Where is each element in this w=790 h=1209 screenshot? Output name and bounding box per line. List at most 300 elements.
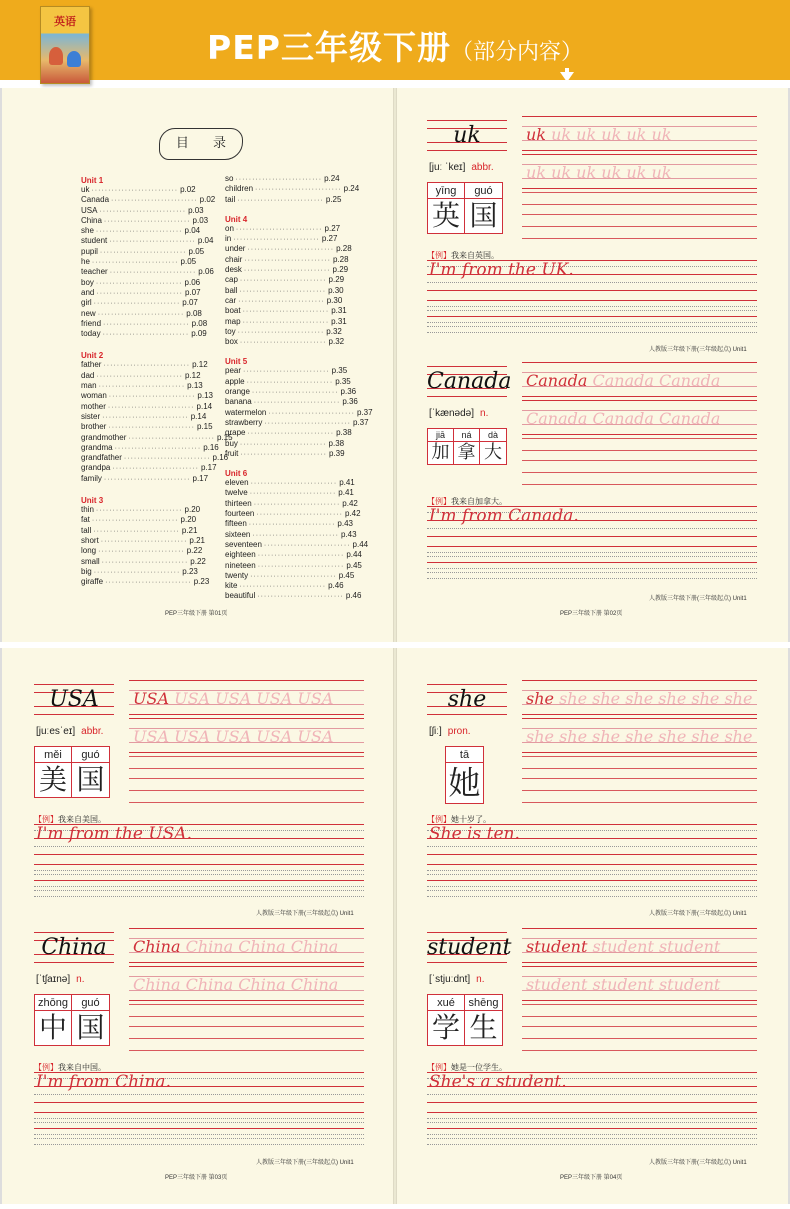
toc-entry[interactable] (225, 560, 362, 571)
trace-word: uk (571, 125, 597, 144)
guide-line (427, 854, 757, 855)
toc-entry-word: family (81, 473, 102, 483)
model-word: student (526, 937, 588, 956)
toc-entry[interactable] (81, 422, 213, 432)
toc-leader-dots: ·························· (239, 339, 327, 347)
word-writing-box (34, 932, 114, 962)
guide-line (129, 1050, 364, 1051)
toc-leader-dots: ·························· (238, 297, 325, 305)
toc-entry[interactable] (225, 366, 348, 376)
guide-line (427, 316, 757, 317)
page-header-unit: 人教版三年级下册(三年级起点) Unit1 (256, 911, 354, 917)
toc-entry[interactable] (81, 453, 229, 463)
guide-line (129, 802, 364, 803)
trace-word: USA (292, 689, 334, 708)
toc-entry[interactable] (81, 267, 214, 277)
toc-entry-word: man (81, 381, 97, 391)
spread-bottom (0, 648, 790, 1204)
toc-leader-dots: ·························· (99, 248, 187, 256)
banner-main-title: PEP三年级下册 (207, 28, 451, 67)
toc-entry[interactable] (225, 539, 369, 550)
toc-leader-dots: ·························· (103, 362, 191, 370)
guide-line (522, 214, 757, 215)
toc-entry[interactable] (225, 194, 342, 205)
toc-entry[interactable] (81, 277, 201, 288)
word-page-04 (397, 648, 788, 1204)
guide-line (522, 150, 757, 151)
guide-line (129, 714, 364, 715)
phonetic (429, 974, 484, 985)
toc-entry[interactable] (225, 184, 360, 194)
toc-entry-word: grandfather (81, 453, 122, 463)
example-sentence: I'm from the UK. (429, 260, 574, 280)
toc-entry-page: p.24 (343, 184, 360, 194)
toc-entry-page: p.42 (342, 498, 358, 508)
model-word: she (526, 689, 554, 708)
toc-entry-word: small (81, 556, 100, 566)
trace-word: USA (210, 727, 252, 746)
guide-line-dotted (427, 846, 757, 847)
toc-entry-page: p.37 (356, 407, 373, 417)
guide-line-dotted (427, 326, 757, 327)
toc-entry-page: p.14 (196, 401, 213, 411)
trace-word: China (285, 937, 339, 956)
hanzi: 学 (431, 1011, 460, 1044)
phonetic-text: [ˈtʃaɪnə] (36, 974, 71, 985)
example-chinese: 她十岁了。 (451, 815, 491, 824)
guide-line-dotted (34, 890, 364, 891)
word-writing-box (34, 684, 114, 714)
toc-entry-page: p.31 (331, 306, 347, 316)
toc-entry-word: woman (81, 391, 107, 401)
toc-entry[interactable] (225, 174, 340, 184)
word-writing-box (427, 684, 507, 714)
guide-line (427, 864, 757, 865)
guide-line (129, 928, 364, 929)
toc-entry-word: car (225, 295, 237, 305)
toc-entry-page: p.41 (339, 478, 355, 488)
pinyin: zhōng (35, 995, 71, 1011)
trace-word: she (553, 727, 588, 746)
toc-leader-dots: ·························· (93, 300, 181, 308)
guide-line (34, 962, 114, 963)
phonetic-text: [ˈstjuːdnt] (429, 974, 471, 985)
toc-leader-dots: ·························· (240, 450, 327, 458)
toc-entry-page: p.41 (338, 488, 354, 498)
pinyin: měi (35, 747, 71, 763)
pinyin: guó (72, 747, 109, 763)
toc-entry-word: under (225, 244, 246, 254)
chinese-meaning-box (34, 994, 110, 1046)
toc-entry-word: children (225, 184, 254, 194)
hanzi-cell (428, 183, 465, 233)
toc-entry-page: p.17 (200, 463, 217, 473)
example-tag: 【例】 (34, 815, 58, 824)
example-sentence: She's a student. (429, 1072, 567, 1092)
trace-word: she (526, 727, 554, 746)
trace-word: she (719, 689, 753, 708)
toc-entry[interactable] (81, 473, 209, 484)
guide-line-dotted (427, 890, 757, 891)
toc-entry-word: sixteen (225, 529, 251, 539)
toc-entry[interactable] (225, 285, 344, 296)
toc-entry[interactable] (81, 370, 201, 381)
phonetic-text: [ˈkænədə] (429, 408, 475, 419)
example-sentence: She is ten. (429, 824, 520, 844)
guide-line (522, 238, 757, 239)
toc-entry-page: p.42 (344, 509, 361, 519)
toc-entry-word: beautiful (225, 591, 256, 601)
toc-entry[interactable] (81, 432, 233, 443)
toc-leader-dots: ·························· (237, 328, 325, 336)
tracing-text (133, 727, 364, 746)
toc-entry-word: he (81, 257, 90, 267)
toc-entry[interactable] (81, 318, 208, 329)
toc-entry[interactable] (225, 337, 345, 347)
guide-line (34, 864, 364, 865)
toc-entry[interactable] (81, 505, 201, 515)
guide-line (129, 718, 364, 719)
guide-line (427, 714, 507, 715)
guide-line-dotted (34, 896, 364, 897)
toc-entry-page: p.23 (193, 577, 210, 587)
toc-entry[interactable] (81, 546, 203, 556)
hanzi-cell (428, 429, 454, 464)
toc-entry-word: pear (225, 366, 242, 376)
toc-leader-dots: ·························· (128, 434, 215, 442)
guide-line-dotted (34, 846, 364, 847)
toc-entry-page: p.20 (180, 515, 197, 525)
toc-leader-dots: ·························· (100, 537, 188, 545)
toc-leader-dots: ·························· (108, 424, 195, 432)
toc-entry[interactable] (81, 185, 196, 195)
toc-entry[interactable] (81, 257, 197, 267)
toc-entry[interactable] (225, 448, 345, 459)
hanzi: 中 (38, 1011, 67, 1044)
guide-line (522, 680, 757, 681)
toc-leader-dots: ·························· (91, 187, 179, 194)
guide-line (427, 300, 757, 301)
hanzi: 国 (76, 763, 105, 796)
trace-word: uk (546, 125, 572, 144)
toc-entry-page: p.05 (188, 246, 205, 256)
toc-entry-word: chair (225, 254, 243, 264)
toc-entry-word: China (81, 215, 102, 225)
phonetic (36, 974, 84, 985)
toc-entry[interactable] (225, 478, 355, 488)
toc-leader-dots: ·························· (253, 399, 341, 407)
guide-line-dotted (34, 1144, 364, 1145)
toc-entry[interactable] (225, 417, 369, 428)
toc-entry-page: p.35 (335, 376, 351, 386)
tracing-text (526, 409, 757, 428)
guide-line (427, 1102, 757, 1103)
toc-entry-word: strawberry (225, 417, 263, 427)
guide-line (129, 790, 364, 791)
toc-entry[interactable] (225, 428, 352, 438)
trace-word: China (180, 937, 234, 956)
toc-entry-word: nineteen (225, 560, 256, 570)
toc-entry-word: boy (81, 277, 94, 287)
toc-entry[interactable] (81, 515, 197, 525)
toc-entry[interactable] (225, 223, 341, 234)
toc-leader-dots: ·························· (98, 383, 186, 391)
toc-entry[interactable] (225, 570, 355, 581)
guide-line (522, 966, 757, 967)
toc-entry-page: p.07 (182, 298, 198, 308)
toc-entry[interactable] (225, 295, 343, 306)
practice-row (522, 964, 757, 1002)
toc-entry[interactable] (81, 566, 198, 577)
hanzi-cell (35, 995, 72, 1045)
page-header-unit: 人教版三年级下册(三年级起点) Unit1 (649, 347, 747, 353)
toc-entry-page: p.08 (191, 318, 208, 328)
toc-entry[interactable] (81, 205, 204, 216)
toc-leader-dots: ·························· (103, 475, 191, 483)
practice-row (522, 678, 757, 716)
example-chinese: 我来自加拿大。 (451, 497, 507, 506)
toc-entry[interactable] (81, 236, 214, 246)
toc-entry-word: grandma (81, 442, 113, 452)
guide-line (129, 1016, 364, 1017)
example-tag: 【例】 (427, 815, 451, 824)
toc-entry[interactable] (81, 525, 198, 536)
guide-line-dotted (427, 896, 757, 897)
guide-line (522, 192, 757, 193)
toc-entry[interactable] (225, 316, 347, 327)
toc-entry[interactable] (225, 234, 338, 244)
toc-entry-word: in (225, 234, 232, 244)
toc-leader-dots: ·························· (93, 568, 181, 576)
toc-leader-dots: ·························· (95, 507, 183, 515)
toc-leader-dots: ·························· (102, 331, 190, 339)
toc-entry-word: giraffe (81, 577, 104, 587)
toc-leader-dots: ·························· (239, 287, 327, 295)
toc-entry-page: p.12 (192, 360, 208, 370)
toc-entry-word: friend (81, 318, 102, 328)
toc-entry[interactable] (225, 519, 353, 529)
chinese-meaning-box (427, 182, 503, 234)
guide-line-dotted (427, 1134, 757, 1135)
pinyin: guó (465, 183, 502, 199)
toc-entry[interactable] (225, 244, 352, 254)
guide-line (522, 1038, 757, 1039)
toc-entry[interactable] (225, 407, 373, 418)
toc-entry[interactable] (225, 438, 345, 449)
practice-row (522, 152, 757, 190)
hanzi-cell (446, 747, 483, 803)
practice-area (129, 926, 364, 1002)
tracing-text (526, 727, 757, 746)
toc-entry-word: twenty (225, 570, 249, 580)
word-block-canada (427, 366, 757, 596)
toc-entry[interactable] (81, 535, 205, 546)
toc-unit-heading: Unit 4 (225, 214, 248, 224)
toc-entry[interactable] (225, 509, 361, 519)
phonetic (36, 726, 103, 737)
trace-word: China (285, 975, 339, 994)
toc-entry[interactable] (81, 391, 213, 401)
toc-entry[interactable] (81, 287, 201, 298)
toc-entry[interactable] (225, 275, 345, 285)
guide-line-dotted (34, 1138, 364, 1139)
toc-entry-page: p.30 (328, 285, 344, 295)
toc-entry-page: p.43 (337, 519, 353, 529)
pinyin: tā (446, 747, 483, 763)
toc-entry[interactable] (81, 246, 205, 257)
toc-entry[interactable] (81, 401, 213, 412)
word-writing-box (427, 932, 512, 962)
guide-line (522, 116, 757, 117)
part-of-speech: n. (480, 408, 489, 419)
toc-entry[interactable] (81, 442, 219, 453)
model-word: China (133, 937, 181, 956)
toc-entry-word: kite (225, 581, 238, 591)
toc-entry[interactable] (225, 254, 349, 265)
toc-entry[interactable] (225, 488, 354, 498)
guide-line (522, 450, 757, 451)
trace-word: China (233, 937, 286, 956)
blank-writing-lines (129, 1004, 364, 1060)
guide-line (522, 1004, 757, 1005)
pinyin: dà (480, 429, 506, 442)
guide-line (129, 1026, 364, 1027)
toc-entry-page: p.35 (331, 366, 348, 376)
guide-line (427, 396, 507, 397)
toc-entry[interactable] (81, 195, 216, 205)
hanzi: 国 (469, 199, 498, 232)
headword: she (447, 687, 487, 712)
trace-word: uk (646, 125, 672, 144)
guide-line (34, 1112, 364, 1113)
toc-leader-dots: ·························· (264, 419, 351, 427)
toc-entry[interactable] (81, 463, 217, 473)
toc-entry[interactable] (225, 326, 342, 337)
hanzi-cell (465, 183, 502, 233)
cover-title: 英语 (54, 15, 76, 28)
guide-line (522, 362, 757, 363)
toc-leader-dots: ·························· (95, 279, 183, 287)
toc-entry-word: map (225, 316, 241, 326)
toc-entry[interactable] (81, 329, 207, 339)
practice-row (129, 964, 364, 1002)
headword: USA (49, 687, 99, 712)
toc-entry[interactable] (225, 306, 347, 316)
toc-entry[interactable] (225, 397, 358, 407)
toc-leader-dots: ·························· (247, 430, 335, 438)
toc-leader-dots: ·························· (107, 403, 195, 411)
phonetic-text: [juː ˈkeɪ] (429, 162, 466, 173)
part-of-speech: abbr. (471, 162, 494, 173)
toc-entry[interactable] (225, 581, 344, 591)
toc-entry[interactable] (81, 308, 202, 319)
hanzi: 英 (431, 199, 460, 232)
trace-word: she (653, 727, 687, 746)
practice-row (522, 114, 757, 152)
toc-entry-page: p.04 (197, 236, 214, 246)
toc-entry-page: p.13 (187, 381, 203, 391)
toc-entry-page: p.07 (184, 287, 201, 297)
toc-entry-page: p.32 (328, 337, 345, 347)
toc-page (2, 88, 393, 642)
toc-entry[interactable] (81, 226, 201, 236)
toc-entry-word: student (81, 236, 108, 246)
trace-word: Canada (653, 371, 721, 390)
hanzi: 加 (431, 442, 450, 463)
trace-word: student (653, 937, 721, 956)
practice-row (522, 716, 757, 754)
toc-leader-dots: ·························· (235, 176, 323, 183)
toc-entry[interactable] (225, 591, 362, 601)
toc-leader-dots: ·························· (98, 548, 185, 556)
example-chinese: 我来自英国。 (451, 251, 499, 260)
toc-entry[interactable] (81, 556, 206, 567)
toc-entry-page: p.28 (332, 254, 349, 264)
toc-leader-dots: ·························· (242, 308, 330, 316)
tracing-text (526, 163, 757, 182)
toc-entry[interactable] (81, 298, 198, 308)
toc-leader-dots: ·························· (109, 269, 197, 277)
part-of-speech: pron. (447, 726, 471, 737)
guide-line (34, 1102, 364, 1103)
toc-leader-dots: ·························· (250, 572, 337, 580)
toc-entry[interactable] (225, 498, 358, 509)
phonetic-text: [juːesˈeɪ] (36, 726, 76, 737)
guide-line (522, 752, 757, 753)
model-word: Canada (526, 371, 588, 390)
trace-word: uk (596, 125, 622, 144)
toc-entry[interactable] (81, 411, 207, 422)
guide-line-dotted (427, 528, 757, 529)
toc-leader-dots: ·························· (263, 541, 351, 549)
toc-unit-heading: Unit 6 (225, 469, 248, 479)
blank-writing-lines (522, 1004, 757, 1060)
page-footer: PEP三年级下册 第02页 (560, 611, 623, 617)
toc-entry[interactable] (225, 376, 351, 387)
trace-word: USA (251, 689, 293, 708)
practice-row (129, 678, 364, 716)
example-chinese: 我来自美国。 (58, 815, 106, 824)
model-word: uk (526, 125, 546, 144)
toc-entry[interactable] (81, 215, 209, 226)
blank-writing-lines (522, 438, 757, 494)
toc-leader-dots: ·························· (235, 225, 323, 233)
word-block-uk (427, 120, 757, 360)
toc-entry[interactable] (81, 360, 208, 370)
toc-entry[interactable] (225, 529, 357, 540)
guide-line (522, 434, 757, 435)
guide-line (522, 188, 757, 189)
toc-entry-page: p.02 (180, 185, 196, 194)
toc-leader-dots: ·························· (239, 277, 327, 285)
toc-entry[interactable] (81, 577, 210, 587)
trace-word: uk (621, 125, 647, 144)
chinese-meaning-box (34, 746, 110, 798)
toc-entry-word: teacher (81, 267, 108, 277)
toc-entry[interactable] (225, 387, 357, 397)
trace-word: she (653, 689, 687, 708)
toc-unit-heading: Unit 2 (81, 351, 104, 361)
guide-line-dotted (427, 556, 757, 557)
toc-leader-dots: ·························· (95, 228, 183, 236)
toc-entry-word: fruit (225, 448, 239, 458)
phonetic (429, 162, 494, 173)
toc-entry[interactable] (81, 381, 203, 391)
toc-entry[interactable] (225, 550, 362, 560)
toc-entry-word: buy (225, 438, 238, 448)
spread-top (0, 88, 790, 642)
toc-entry[interactable] (225, 265, 349, 275)
